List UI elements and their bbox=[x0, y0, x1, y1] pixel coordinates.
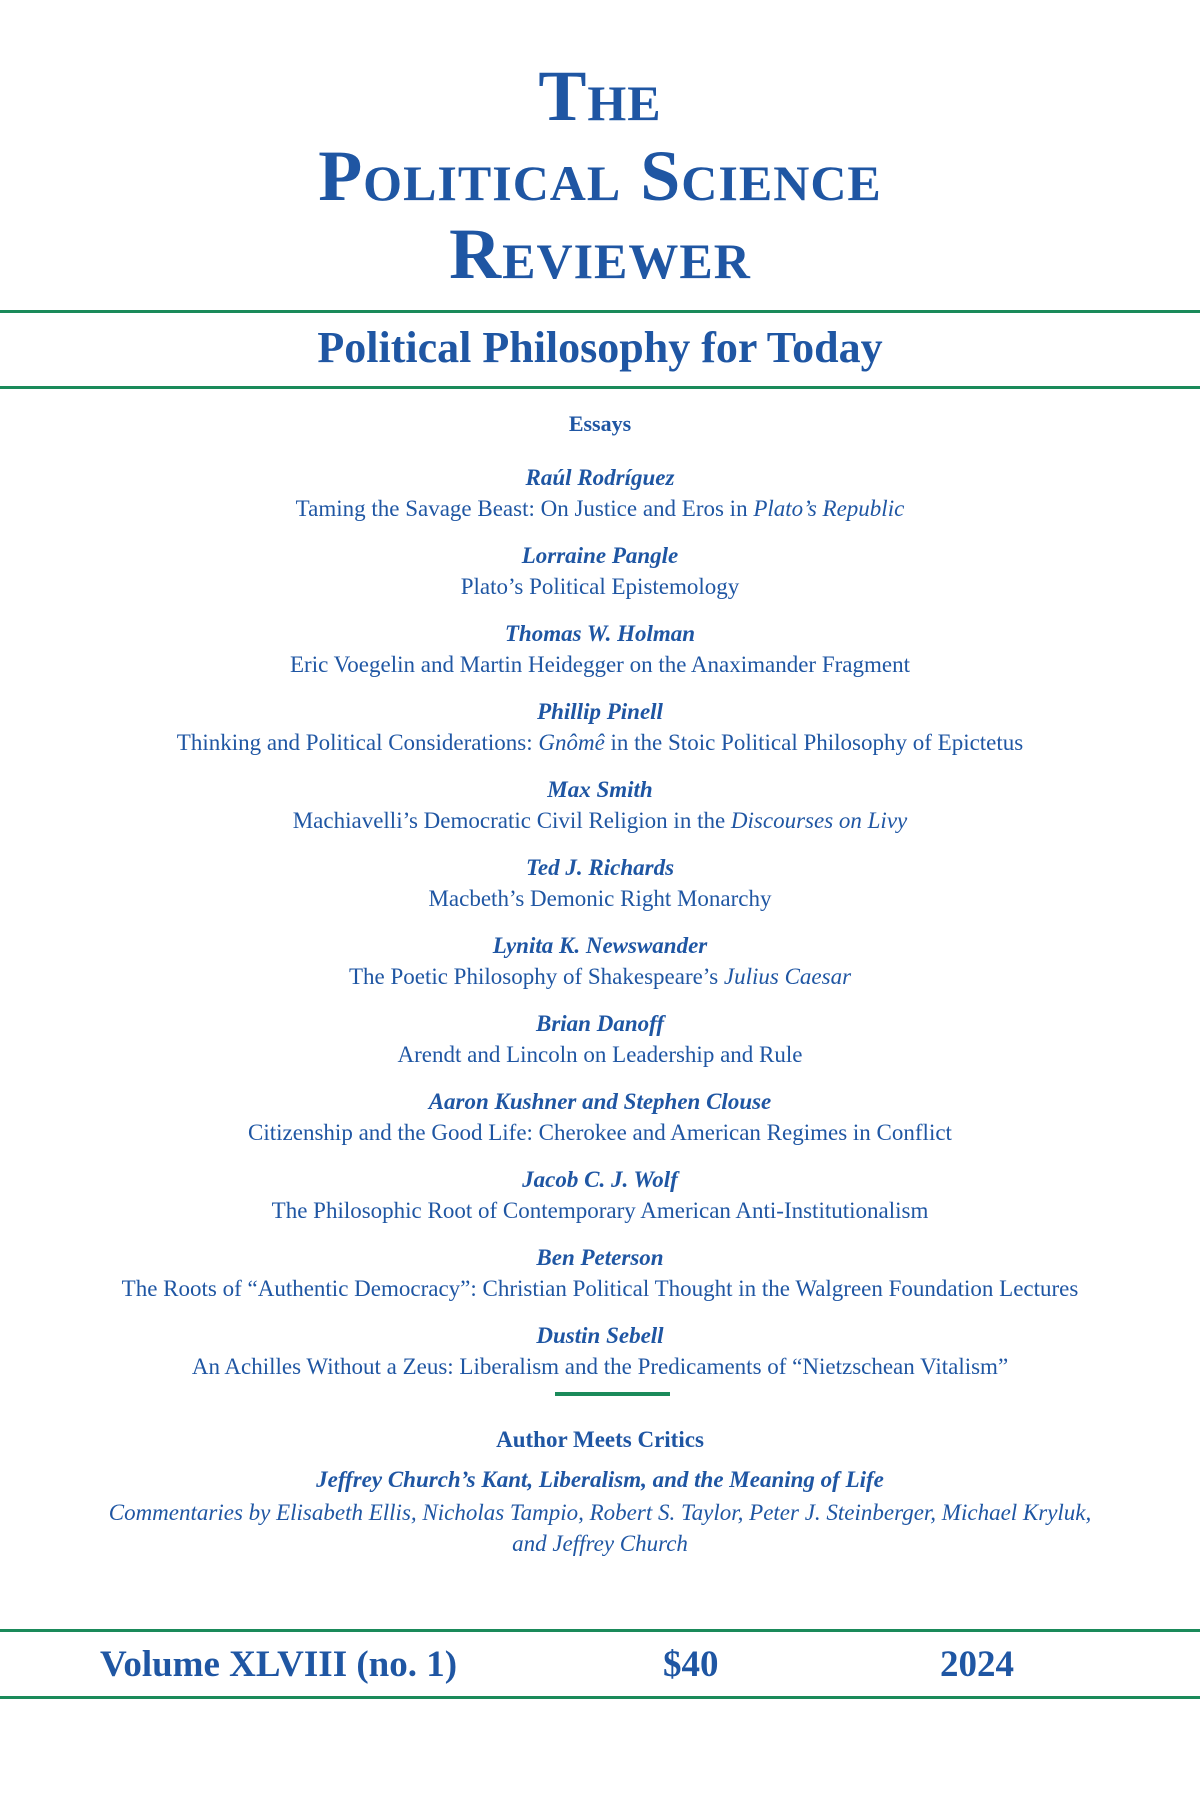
essay-item bbox=[0, 618, 1200, 696]
essay-title: Arendt and Lincoln on Leadership and Rule bbox=[397, 1042, 803, 1067]
essay-author: Ben Peterson bbox=[536, 1245, 664, 1270]
essay-item bbox=[0, 696, 1200, 774]
essay-title: Citizenship and the Good Life: Cherokee and American Regimes in Conflict bbox=[248, 1120, 952, 1145]
essay-title: Macbeth’s Demonic Right Monarchy bbox=[428, 886, 772, 911]
year-label: 2024 bbox=[940, 1644, 1014, 1685]
essay-item bbox=[0, 1008, 1200, 1086]
essay-author: Brian Danoff bbox=[535, 1011, 665, 1036]
essay-item bbox=[0, 852, 1200, 930]
volume-label: Volume XLVIII (no. 1) bbox=[100, 1644, 458, 1685]
top-rule-lower bbox=[0, 386, 1200, 389]
bottom-rule-lower bbox=[0, 1696, 1200, 1699]
essay-title: The Poetic Philosophy of Shakespeare’s Julius Caesar bbox=[348, 964, 852, 989]
essays-list bbox=[0, 462, 1200, 1398]
essay-author: Raúl Rodríguez bbox=[525, 465, 675, 490]
essay-item bbox=[0, 462, 1200, 540]
essay-author: Phillip Pinell bbox=[537, 699, 663, 724]
top-rule-upper bbox=[0, 310, 1200, 313]
essay-title: The Philosophic Root of Contemporary American Anti-Institutionalism bbox=[271, 1198, 929, 1223]
journal-title-line-2: Political Science bbox=[318, 136, 882, 216]
essay-item bbox=[0, 1320, 1200, 1398]
essay-author: Max Smith bbox=[547, 777, 653, 802]
essay-item bbox=[0, 540, 1200, 618]
essay-item bbox=[0, 1086, 1200, 1164]
essay-author: Aaron Kushner and Stephen Clouse bbox=[428, 1089, 772, 1114]
bottom-rule-upper bbox=[0, 1629, 1200, 1632]
essay-title: Taming the Savage Beast: On Justice and Eros in Plato’s Republic bbox=[295, 496, 905, 521]
essay-author: Lynita K. Newswander bbox=[492, 933, 708, 958]
author-meets-critics-commentaries: Commentaries by Elisabeth Ellis, Nicholas Tampio, Robert S. Taylor, Peter J. Steinberger, Michael Kryluk, and Jeffrey Church bbox=[108, 1500, 1092, 1556]
essay-author: Lorraine Pangle bbox=[521, 543, 679, 568]
essay-item bbox=[0, 1242, 1200, 1320]
journal-subtitle: Political Philosophy for Today bbox=[317, 323, 883, 372]
author-meets-critics-heading: Author Meets Critics bbox=[496, 1427, 704, 1452]
author-meets-critics-book: Jeffrey Church’s Kant, Liberalism, and the Meaning of Life bbox=[316, 1467, 884, 1492]
essay-author: Dustin Sebell bbox=[536, 1323, 664, 1348]
essay-author: Jacob C. J. Wolf bbox=[522, 1167, 678, 1192]
essay-title: An Achilles Without a Zeus: Liberalism and the Predicaments of “Nietzschean Vitalism” bbox=[191, 1354, 1009, 1379]
journal-title-line-3: Reviewer bbox=[449, 214, 751, 294]
essays-heading: Essays bbox=[568, 411, 632, 436]
essay-title: Machiavelli’s Democratic Civil Religion in the Discourses on Livy bbox=[292, 808, 908, 833]
price-label: $40 bbox=[663, 1644, 719, 1685]
essay-title: Thinking and Political Considerations: Gnômê in the Stoic Political Philosophy of Epictetus bbox=[176, 730, 1024, 755]
essay-title: Eric Voegelin and Martin Heidegger on the Anaximander Fragment bbox=[290, 652, 910, 677]
essay-author: Thomas W. Holman bbox=[504, 621, 696, 646]
essay-title: Plato’s Political Epistemology bbox=[460, 574, 740, 599]
journal-title-line-1: The bbox=[538, 56, 662, 136]
essay-item bbox=[0, 930, 1200, 1008]
essay-item bbox=[0, 1164, 1200, 1242]
section-divider bbox=[555, 1392, 670, 1396]
essay-title: The Roots of “Authentic Democracy”: Christian Political Thought in the Walgreen Foundation Lectures bbox=[121, 1276, 1079, 1301]
essay-author: Ted J. Richards bbox=[525, 855, 675, 880]
essay-item bbox=[0, 774, 1200, 852]
